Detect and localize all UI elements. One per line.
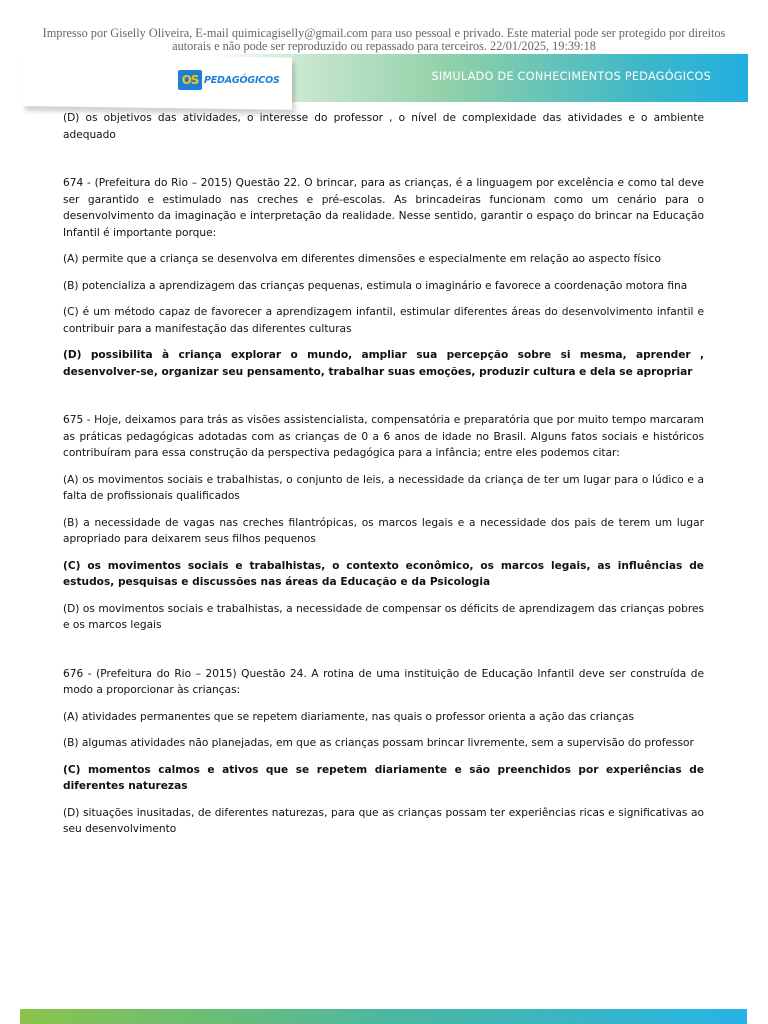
question-stem: 676 - (Prefeitura do Rio – 2015) Questão 24. A rotina de uma instituição de Educação Infantil deve ser construída de modo a proporcionar às crianças:: [63, 667, 704, 696]
option-a: (A) atividades permanentes que se repetem diariamente, nas quais o professor orienta a ação das crianças: [63, 710, 634, 723]
logo-badge-icon: OS: [178, 70, 202, 90]
option-c: (C) é um método capaz de favorecer a aprendizagem infantil, estimular diferentes áreas do desenvolvimento infantil e contribuir para a manifestação das diferentes culturas: [63, 306, 704, 335]
option-b: (B) algumas atividades não planejadas, em que as crianças possam brincar livremente, sem a supervisão do professor: [63, 737, 694, 749]
question-675: [63, 412, 704, 634]
logo: [178, 69, 280, 91]
carryover-option: (D) os objetivos das atividades, o interesse do professor , o nível de complexidade das atividades e o ambiente adequado: [63, 112, 704, 141]
option-d-answer: (D) possibilita à criança explorar o mundo, ampliar sua percepção sobre si mesma, aprender , desenvolver-se, organizar seu pensamento, trabalhar suas emoções, produzir cultura e dela se apropriar: [63, 349, 704, 378]
option-a: (A) os movimentos sociais e trabalhistas, o conjunto de leis, a necessidade da criança de ter um lugar para o lúdico e a falta de profissionais qualificados: [63, 473, 704, 502]
footer-gradient-bar: [20, 1009, 747, 1024]
option-c-answer: (C) os movimentos sociais e trabalhistas, o contexto econômico, os marcos legais, as influências de estudos, pesquisas e discussões nas áreas da Educação e da Psicologia: [63, 559, 704, 588]
banner-title: SIMULADO DE CONHECIMENTOS PEDAGÓGICOS: [431, 70, 711, 83]
option-d: (D) os movimentos sociais e trabalhistas, a necessidade de compensar os déficits de aprendizagem das crianças pobres e os marcos legais: [63, 602, 704, 631]
option-c-answer: (C) momentos calmos e ativos que se repetem diariamente e são preenchidos por experiências de diferentes naturezas: [63, 763, 704, 792]
question-content: [63, 110, 704, 848]
question-stem: 674 - (Prefeitura do Rio – 2015) Questão 22. O brincar, para as crianças, é a linguagem por excelência e como tal deve ser garantido e estimulado nas creches e pré-escolas. As brincadeiras funcionam como um cenário para o desenvolvimento da imaginação e interpretação da realidade. Nesse sentido, garantir o espaço do brincar na Educação Infantil é importante porque:: [63, 177, 704, 239]
option-b: (B) a necessidade de vagas nas creches filantrópicas, os marcos legais e a necessidade dos pais de terem um lugar apropriado para deixarem seus filhos pequenos: [63, 516, 704, 545]
option-a: (A) permite que a criança se desenvolva em diferentes dimensões e especialmente em relação ao aspecto físico: [63, 253, 661, 265]
print-notice: Impresso por Giselly Oliveira, E-mail quimicagiselly@gmail.com para uso pessoal e privado. Este material pode ser protegido por direitos autorais e não pode ser reproduzido ou repassado para terceiros. 22/01/2025, 19:39:18: [42, 26, 726, 53]
question-674: [63, 175, 704, 380]
question-stem: 675 - Hoje, deixamos para trás as visões assistencialista, compensatória e preparatória que por muito tempo marcaram as práticas pedagógicas adotadas com as crianças de 0 a 6 anos de idade no Brasil. Alguns fatos sociais e históricos contribuíram para essa construção da perspectiva pedagógica para a infância; entre eles podemos citar:: [63, 414, 704, 459]
header-banner: [0, 54, 748, 104]
logo-text: PEDAGÓGICOS: [204, 74, 280, 86]
question-676: [63, 666, 704, 838]
option-b: (B) potencializa a aprendizagem das crianças pequenas, estimula o imaginário e favorece a coordenação motora fina: [63, 279, 688, 292]
option-d: (D) situações inusitadas, de diferentes naturezas, para que as crianças possam ter experiências ricas e significativas ao seu desenvolvimento: [63, 806, 704, 835]
